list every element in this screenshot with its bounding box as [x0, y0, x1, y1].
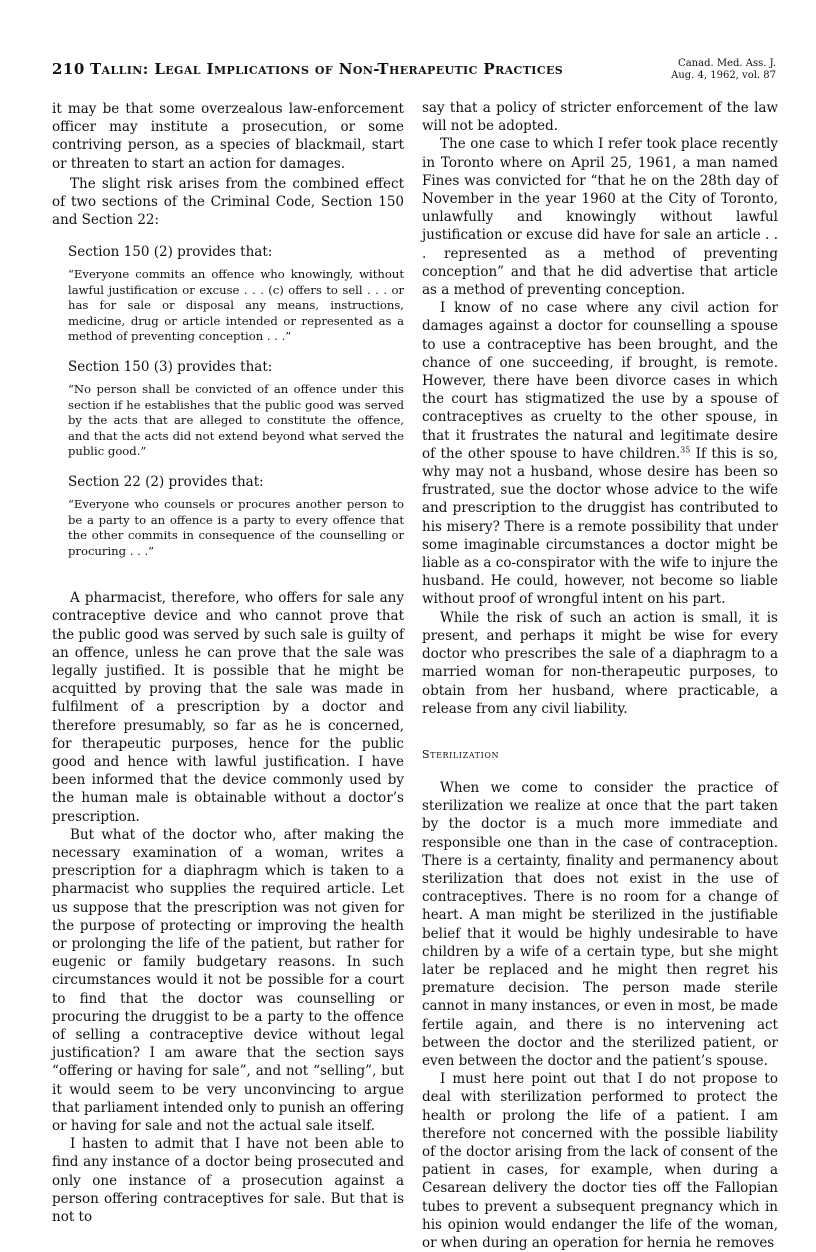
running-title: Tallin: Legal Implications of Non-Therapeutic Practices: [90, 60, 564, 78]
section-heading-sterilization: Sterilization: [422, 747, 500, 761]
paragraph: When we come to consider the practice of sterilization we realize at once that the part taken by the doctor is a much more immediate and responsible one than in the case of contraception. There is a certainty, finality and permanency about sterilization that does not exist in the use of contraceptives. There is no room for a change of heart. A man might be sterilized in the justifiable belief that it would be highly undesirable to have children by a wife of a certain type, but she might later be replaced and he might then regret his premature decision. The person made sterile cannot in many instances, or even in most, be made fertile again, and there is no intervening act between the doctor and the sterilized patient, or even between the doctor and the patient’s spouse.: [422, 779, 778, 1069]
section-150-2-quote: “Everyone commits an offence who knowingly, without lawful justification or excuse . . . (c) offers to sell . . . or has for sale or disposal any means, instructions, medicine, drug or article intended or represented as a method of preventing conception . . .”: [68, 267, 404, 344]
page-header: [52, 58, 776, 88]
paragraph: say that a policy of stricter enforcement of the law will not be adopted.: [422, 100, 778, 135]
paragraph: While the risk of such an action is small, it is present, and perhaps it might be wise for every doctor who prescribes the sale of a diaphragm to a married woman for non-therapeutic purposes, to obtain from her husband, where practicable, a release from any civil liability.: [422, 609, 778, 717]
left-column: [52, 100, 404, 1226]
paragraph: I hasten to admit that I have not been able to find any instance of a doctor being prosecuted and only one instance of a prosecution against a person offering contraceptives for sale. But that is not to: [52, 1136, 404, 1226]
section-22-2-quote: “Everyone who counsels or procures another person to be a party to an offence is a party to every offence that the other commits in consequence of the counselling or procuring . . .”: [68, 497, 404, 558]
paragraph: I must here point out that I do not propose to deal with sterilization performed to protect the health or prolong the life of a patient. I am therefore not concerned with the possible liability of the doctor arising from the lack of consent of the patient in cases, for example, when during a Cesarean delivery the doctor ties off the Fallopian tubes to prevent a subsequent pregnancy which in his opinion would endanger the life of the woman, or when during an operation for hernia he removes: [422, 1071, 778, 1251]
paragraph: But what of the doctor who, after making the necessary examination of a woman, writes a prescription for a diaphragm which is taken to a pharmacist who supplies the required article. Let us suppose that the prescription was not given for the purpose of protecting or improving the health or prolonging the life of the patient, but rather for eugenic or family budgetary reasons. In such circumstances would it not be possible for a court to find that the doctor was counselling or procuring the druggist to be a party to the offence of selling a contraceptive device without legal justification? I am aware that the section says “offering or having for sale”, and not “selling”, but it would seem to be very unconvincing to argue that parliament intended only to punish an offering or having for sale and not the actual sale itself.: [52, 826, 404, 1134]
paragraph-text: If this is so, why may not a husband, whose desire has been so frustrated, sue the doctor whose advice to the wife and prescription to the druggist has contributed to his misery? There is a remote possibility that under some imaginable circumstances a doctor might be liable as a co-conspirator with the wife to injure the husband. He could, however, not become so liable without proof of wrongful intent on his part.: [422, 445, 778, 608]
paragraph: The slight risk arises from the combined effect of two sections of the Criminal Code, Section 150 and Section 22:: [52, 175, 404, 229]
journal-citation: [671, 58, 776, 82]
journal-date-volume: Aug. 4, 1962, vol. 87: [671, 70, 776, 81]
page-number: 210: [52, 60, 85, 78]
right-column: [422, 99, 778, 1252]
section-22-2-intro: Section 22 (2) provides that:: [68, 474, 264, 491]
paragraph: [422, 299, 778, 608]
paragraph: The one case to which I refer took place recently in Toronto where on April 25, 1961, a man named Fines was convicted for “that he on the 28th day of November in the year 1960 at the City of Toronto, unlawfully and knowingly without lawful justification or excuse did have for sale an article . . . represented as a method of preventing conception” and that he did advertise that article as a method of preventing conception.: [422, 136, 778, 299]
section-150-3-intro: Section 150 (3) provides that:: [68, 359, 273, 376]
footnote-reference[interactable]: 35: [680, 445, 691, 455]
paragraph-text: I know of no case where any civil action for damages against a doctor for counselling a spouse to use a contraceptive has been brought, and the chance of one succeeding, if brought, is remote. However, there have been divorce cases in which the court has stigmatized the use by a spouse of contraceptives as cruelty to the other spouse, in that it frustrates the natural and legitimate desire of the other spouse to have children.: [422, 300, 778, 462]
journal-name: Canad. Med. Ass. J.: [678, 58, 776, 69]
section-150-2-intro: Section 150 (2) provides that:: [68, 244, 273, 261]
paragraph: A pharmacist, therefore, who offers for sale any contraceptive device and who cannot prove that the public good was served by such sale is guilty of an offence, unless he can prove that the sale was legally justified. It is possible that he might be acquitted by proving that the sale was made in fulfilment of a prescription by a doctor and therefore presumably, so far as he is concerned, for therapeutic purposes, hence for the public good and hence with lawful justification. I have been informed that the device commonly used by the human male is obtainable without a doctor’s prescription.: [52, 590, 404, 825]
section-150-3-quote: “No person shall be convicted of an offence under this section if he establishes that the public good was served by the acts that are alleged to constitute the offence, and that the acts did not extend beyond what served the public good.”: [68, 382, 404, 459]
paragraph: it may be that some overzealous law-enforcement officer may institute a prosecution, or some contriving person, as a species of blackmail, start or threaten to start an action for damages.: [52, 101, 404, 172]
